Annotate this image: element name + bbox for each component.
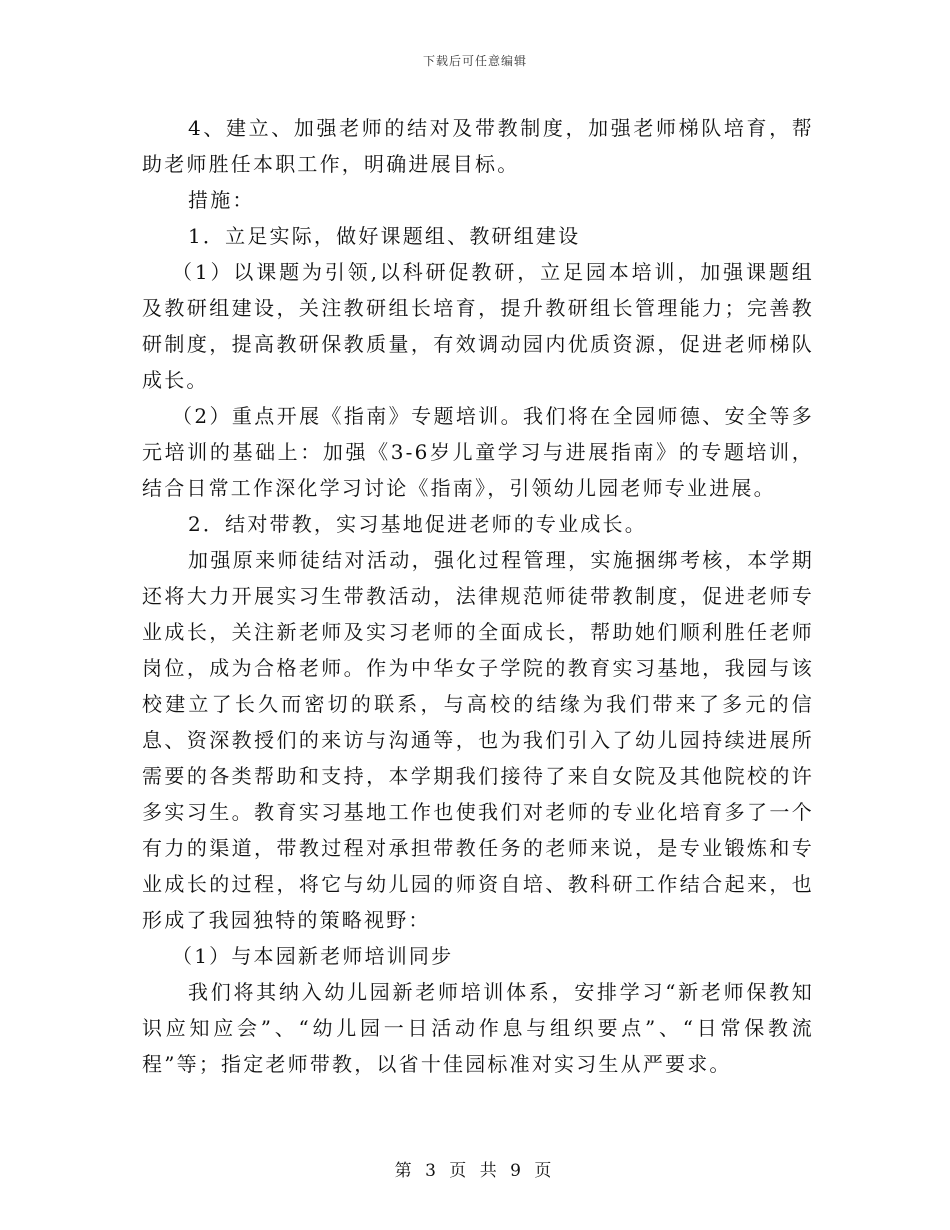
paragraph-section-2-item-1: （1）与本园新老师培训同步 — [172, 944, 454, 968]
paragraph-section-1-item-2: （2）重点开展《指南》专题培训。我们将在全园师德、安全等多元培训的基础上：加强《3-6岁儿童学习与进展指南》的专题培训，结合日常工作深化学习讨论《指南》，引领幼儿园老师专业进展。 — [142, 404, 814, 500]
paragraph-section-2-heading: 2．结对带教，实习基地促进老师的专业成长。 — [188, 512, 647, 536]
page-number-footer: 第 3 页 共 9 页 — [394, 1161, 556, 1181]
page-header: 下载后可任意编辑 — [422, 54, 527, 68]
paragraph-section-1-item-1: （1）以课题为引领,以科研促教研，立足园本培训，加强课题组及教研组建设，关注教研组长培育，提升教研组长管理能力；完善教研制度，提高教研保教质量，有效调动园内优质资源，促进老师梯队成长。 — [142, 260, 814, 392]
paragraph-measures-heading: 措施： — [188, 188, 255, 212]
document-body — [142, 110, 814, 1082]
paragraph-section-2-body: 加强原来师徒结对活动，强化过程管理，实施捆绑考核，本学期还将大力开展实习生带教活动，法律规范师徒带教制度，促进老师专业成长，关注新老师及实习老师的全面成长，帮助她们顺利胜任老师岗位，成为合格老师。作为中华女子学院的教育实习基地，我园与该校建立了长久而密切的联系，与高校的结缘为我们带来了多元的信息、资深教授们的来访与沟通等，也为我们引入了幼儿园持续进展所需要的各类帮助和支持，本学期我们接待了来自女院及其他院校的许多实习生。教育实习基地工作也使我们对老师的专业化培育多了一个有力的渠道，带教过程对承担带教任务的老师来说，是专业锻炼和专业成长的过程，将它与幼儿园的师资自培、教科研工作结合起来，也形成了我园独特的策略视野： — [142, 548, 814, 932]
paragraph-section-2-item-1-body: 我们将其纳入幼儿园新老师培训体系，安排学习“新老师保教知识应知应会”、“幼儿园一日活动作息与组织要点”、“日常保教流程”等；指定老师带教，以省十佳园标准对实习生从严要求。 — [142, 980, 814, 1076]
paragraph-section-1-heading: 1．立足实际，做好课题组、教研组建设 — [188, 224, 581, 248]
paragraph-goal-4: 4、建立、加强老师的结对及带教制度，加强老师梯队培育，帮助老师胜任本职工作，明确进展目标。 — [142, 116, 814, 176]
